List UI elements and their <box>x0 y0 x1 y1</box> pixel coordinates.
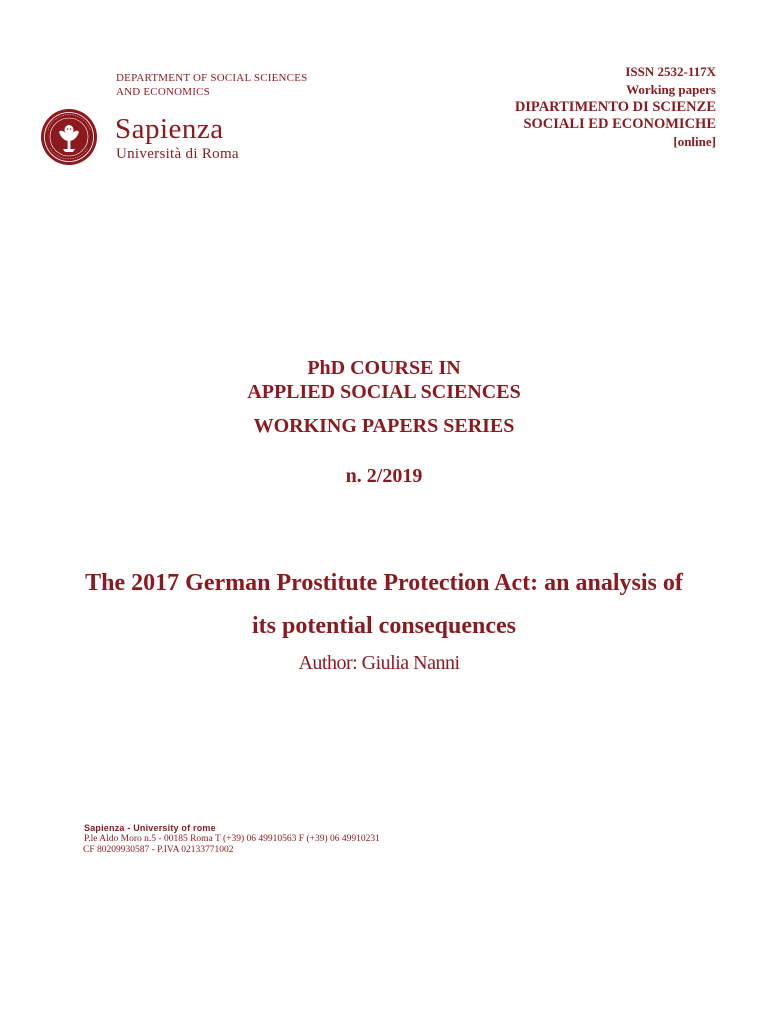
paper-title-line-1: The 2017 German Prostitute Protection Act: an analysis of <box>85 570 683 596</box>
sapienza-seal-icon <box>40 108 98 166</box>
footer-university: Sapienza - University of rome <box>84 823 216 833</box>
footer-address <box>84 823 380 856</box>
university-subtitle: Università di Roma <box>116 146 239 162</box>
issue-number: n. 2/2019 <box>345 465 423 487</box>
course-heading <box>0 356 768 404</box>
paper-title <box>30 562 738 648</box>
dept-italian-line-2: SOCIALI ED ECONOMICHE <box>523 116 716 132</box>
series-heading <box>0 414 768 438</box>
course-line-2: APPLIED SOCIAL SCIENCES <box>247 381 521 403</box>
footer-address-line: P.le Aldo Moro n.5 - 00185 Roma T (+39) 06 49910563 F (+39) 06 49910231 <box>84 834 380 844</box>
series-type-label: Working papers <box>626 82 716 97</box>
university-name: Sapienza <box>115 113 224 145</box>
footer-tax-line: CF 80209930587 - P.IVA 02133771002 <box>83 845 234 855</box>
course-line-1: PhD COURSE IN <box>307 357 461 379</box>
paper-author: Author: Giulia Nanni <box>298 652 460 674</box>
issue-number-block <box>0 464 768 488</box>
department-line-1: DEPARTMENT OF SOCIAL SCIENCES <box>116 72 308 84</box>
series-info-block <box>515 63 716 151</box>
format-label: [online] <box>673 134 716 149</box>
paper-title-line-2: its potential consequences <box>252 613 516 639</box>
issn-label: ISSN 2532-117X <box>625 64 716 79</box>
course-line-3: WORKING PAPERS SERIES <box>253 415 515 437</box>
department-line-2: AND ECONOMICS <box>116 86 210 98</box>
dept-italian-line-1: DIPARTIMENTO DI SCIENZE <box>514 99 716 115</box>
department-header <box>116 71 307 99</box>
